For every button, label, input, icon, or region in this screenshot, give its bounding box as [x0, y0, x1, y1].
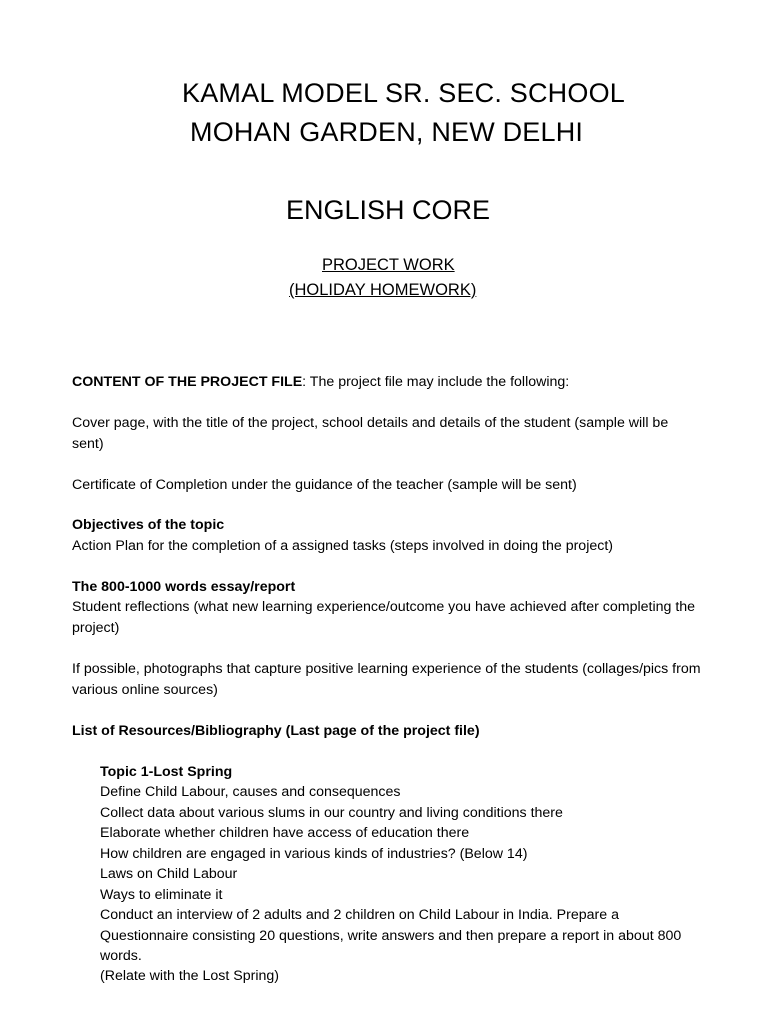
resources-heading: List of Resources/Bibliography (Last page of the project file) — [72, 723, 480, 739]
action-plan-item: Action Plan for the completion of a assigned tasks (steps involved in doing the project) — [72, 538, 614, 554]
photographs-item: If possible, photographs that capture positive learning experience of the students (collages/pics from various online sources) — [72, 661, 701, 698]
school-location: MOHAN GARDEN, NEW DELHI — [190, 117, 584, 147]
project-work-title: PROJECT WORK — [322, 256, 455, 274]
topic1-item: Ways to eliminate it — [100, 887, 223, 903]
topic1-item: Collect data about various slums in our country and living conditions there — [100, 805, 563, 821]
reflections-item: Student reflections (what new learning experience/outcome you have achieved after completing the project) — [72, 599, 696, 636]
content-intro — [72, 372, 702, 393]
cover-page-item: Cover page, with the title of the project, school details and details of the student (sample will be sent) — [72, 415, 669, 452]
objectives-heading: Objectives of the topic — [72, 517, 225, 533]
topic1-item: (Relate with the Lost Spring) — [100, 968, 280, 984]
essay-heading: The 800-1000 words essay/report — [72, 579, 296, 595]
topic1-item: Define Child Labour, causes and consequences — [100, 784, 401, 800]
school-name: KAMAL MODEL SR. SEC. SCHOOL — [182, 78, 626, 108]
content-intro-label: CONTENT OF THE PROJECT FILE — [72, 374, 303, 390]
topic1-item: Conduct an interview of 2 adults and 2 children on Child Labour in India. Prepare a Questionnaire consisting 20 questions, write answers and then prepare a report in about 800 words. — [100, 907, 682, 964]
topic1-heading: Topic 1-Lost Spring — [100, 764, 233, 780]
certificate-item: Certificate of Completion under the guidance of the teacher (sample will be sent) — [72, 477, 577, 493]
content-intro-text: : The project file may include the following: — [302, 374, 570, 390]
subject-title: ENGLISH CORE — [286, 195, 491, 225]
topic1-item: Elaborate whether children have access of education there — [100, 825, 470, 841]
holiday-homework-title: (HOLIDAY HOMEWORK) — [289, 281, 477, 299]
topic1-item: Laws on Child Labour — [100, 866, 238, 882]
topic1-item: How children are engaged in various kinds of industries? (Below 14) — [100, 846, 528, 862]
